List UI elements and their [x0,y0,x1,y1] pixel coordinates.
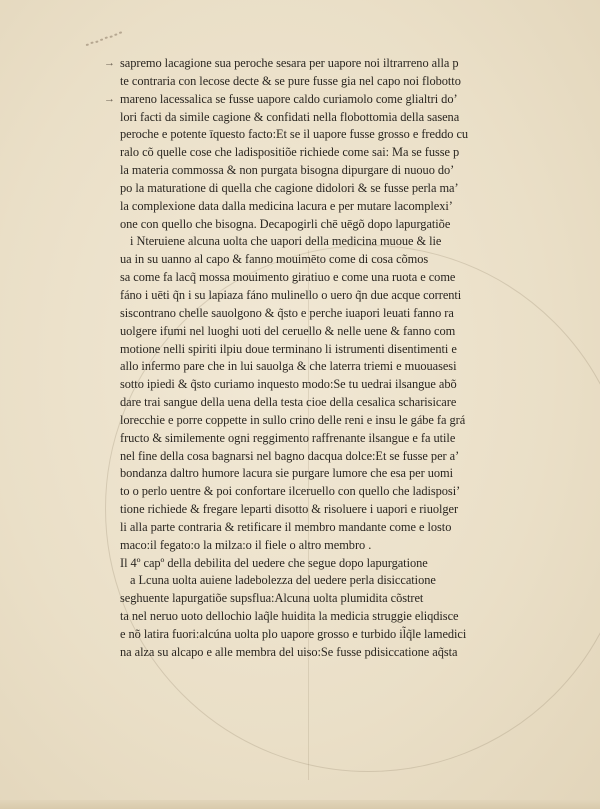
text-block [120,55,560,662]
text-line: po la maturatione di quella che cagione didolori & se fusse perla maʼ [120,180,459,195]
text-line: e nõ latira fuori:alcúna uolta plo uapore grosso e turbido il̃q̃le lamedici [120,627,467,641]
text-line: uolgere ifumi nel luoghi uoti del ceruello & nelle uene & fanno com [120,323,456,338]
section-heading-line: one con quello che bisogna. Decapogirli chē uēgõ dopo lapurgatiõe [120,216,451,231]
text-line: sapremo lacagione sua peroche sesara per uapore noi iltrarreno alla p [120,56,459,70]
text-line: allo infermo pare che in lui sauolga & che laterra triemi e muouasesi [120,359,457,374]
text-line: sa come fa lacq̃ mossa mouimento giratiuo e come una ruota e come [120,270,456,285]
text-line: i Nteruiene alcuna uolta che uapori della medicina muoue & lie [130,234,442,249]
text-line: lorecchie e porre coppette in sullo crino delle reni e insu le gábe fa grá [120,412,466,427]
text-line: bondanza daltro humore lacura sie purgare lumore che esa per uomi [120,466,453,481]
text-line: ua in su uanno al capo & fanno mouimēto come di cosa cõmos [120,252,429,267]
text-line: fructo & similemente ogni reggimento raffrenante ilsangue e fa utile [120,430,456,445]
text-line: ta nel neruo uoto dellochio laq̃le huidita la medicia struggie eliqdisce [120,609,459,624]
text-line: fáno i uēti q̃n i su lapiaza fáno mulinello o uero q̃n due acque correnti [120,287,462,302]
text-line: na alza su alcapo e alle membra del uiso:Se fusse pdisiccatione aq̃sta [120,644,458,659]
margin-annotation [84,30,125,48]
margin-arrow-mark: → [104,57,115,69]
text-line: motione nelli spiriti ilpiu doue terminano li istrumenti disentimenti e [120,341,457,356]
text-line: te contraria con lecose decte & se pure fusse gia nel capo noi flobotto [120,73,461,88]
text-line: ralo cõ quelle cose che ladispositiõe richiede come sai: Ma se fusse p [120,145,460,160]
chapter-heading-line: Il 4º capº della debilita del uedere che segue dopo lapurgatione [120,555,428,570]
margin-arrow-mark: → [104,93,115,105]
text-line: seghuente lapurgatiõe supsflua:Alcuna uolta plumidita cõstret [120,591,424,606]
text-line: peroche e potente īquesto facto:Et se il uapore fusse grosso e freddo cu [120,127,469,142]
text-line: dare trai sangue della uena della testa cioe della cesalica scharisicare [120,395,457,410]
text-line: li alla parte contraria & retificare il membro mandante come e losto [120,519,452,534]
text-line: mareno lacessalica se fusse uapore caldo curiamolo come glialtri doʼ [120,91,458,106]
text-line: maco:il fegato:o la milza:o il fiele o altro membro . [120,537,372,552]
text-line: la materia commossa & non purgata bisogna dipurgare di nuouo doʼ [120,163,455,178]
text-line: la complexione data dalla medicina lacura e per mutare lacomplexiʼ [120,198,453,213]
text-line: a Lcuna uolta auiene ladebolezza del uedere perla disiccatione [130,573,436,588]
page-edge [0,800,600,809]
text-line: siscontrano chelle sauolgono & q̃sto e perche iuapori leuati fanno ra [120,305,454,320]
text-line: sotto ipiedi & q̃sto curiamo inquesto modo:Se tu uedrai ilsangue abõ [120,377,457,392]
text-line: nel fine della cosa bagnarsi nel bagno dacqua dolce:Et se fusse per aʼ [120,448,460,463]
text-line: lori facti da simile cagione & confidati nella flobottomia della sasena [120,109,460,124]
text-line: tione richiede & fregare leparti disotto & risoluere i uapori e riuolger [120,502,459,517]
text-line: to o perlo uentre & poi confortare ilceruello con quello che ladisposiʼ [120,484,461,499]
